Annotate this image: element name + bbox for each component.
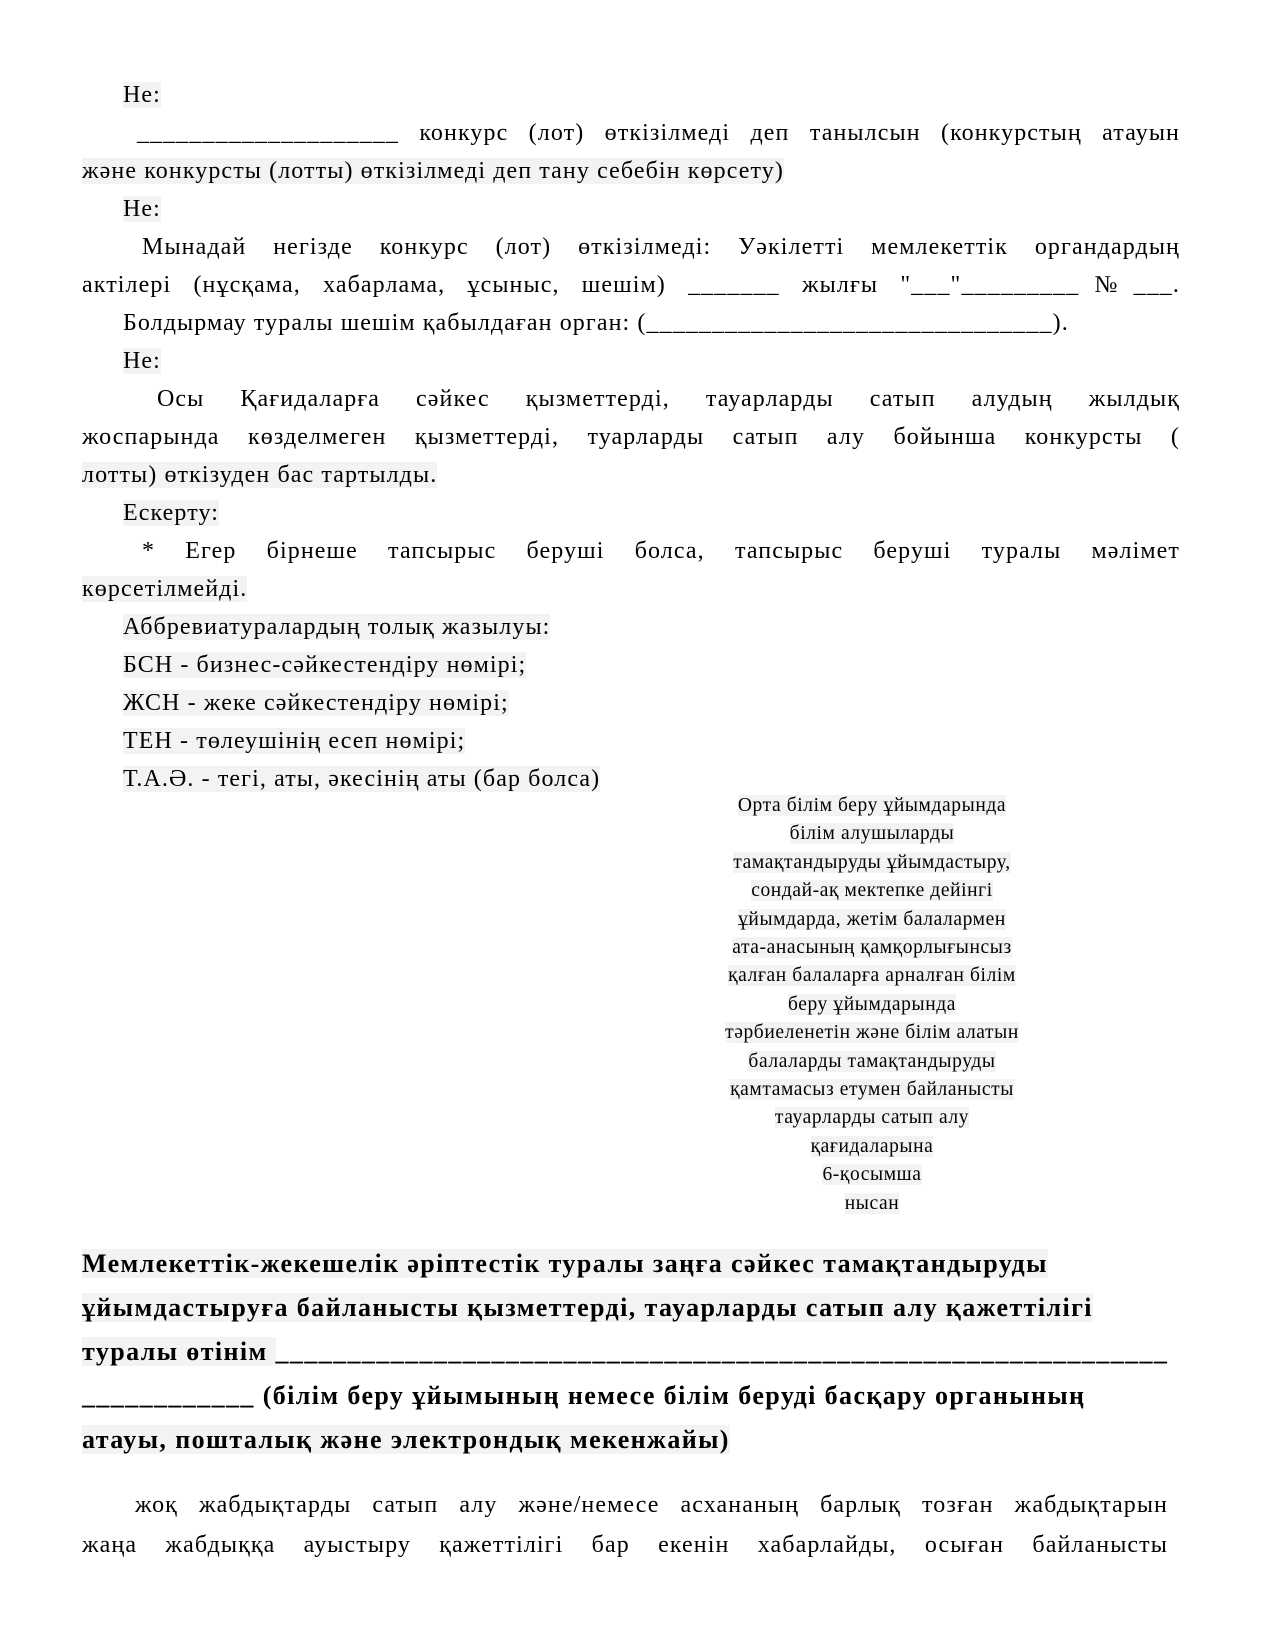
closing-paragraph-block [82,1485,1168,1565]
appendix-line-text: қамтамасыз етумен байланысты [730,1079,1014,1101]
body-line-text: конкурс (лот) өткізілмеді деп танылсын (конкурстың атауын [399,120,1180,146]
appendix-line-text: тауарларды сатып алу [774,1107,970,1129]
appendix-line-number [622,1161,1122,1189]
body-text-block [82,76,1180,798]
appendix-line [622,1076,1122,1104]
heading-line-text: туралы өтінім [82,1337,276,1366]
appendix-line-text: сондай-ақ мектепке дейінгі [751,880,993,902]
body-line-text: Не: [123,82,161,108]
appendix-line-text: нысан [844,1192,900,1214]
appendix-line [622,849,1122,877]
body-line [82,152,1180,190]
appendix-line-text: ұйымдарда, жетім балалармен [738,908,1006,930]
body-line-text: Аббревиатуралардың толық жазылуы: [123,614,551,640]
heading-line-text: (білім беру ұйымының немесе білім беруді басқару органының [254,1381,1086,1410]
body-line [82,494,1180,532]
appendix-line [622,906,1122,934]
heading-line [82,1242,1247,1286]
appendix-line-form [622,1190,1122,1218]
body-line-text: ТЕН - төлеушінің есеп нөмірі; [123,728,466,754]
body-line-with-blank [82,114,1180,152]
body-line-text: актілері (нұсқама, хабарлама, ұсыныс, шешім) _______ жылғы "___"_________№___. [82,272,1180,298]
closing-line [82,1525,1168,1565]
closing-line-text: жоқ жабдықтарды сатып алу және/немесе асхананың барлық тозған жабдықтарын [135,1492,1168,1518]
body-line-text: Мынадай негізде конкурс (лот) өткізілмеді: Уәкілетті мемлекеттік органдардың [142,234,1180,260]
body-line-text: жоспарында көзделмеген қызметтерді, туарларды сатып алу бойынша конкурсты ( [82,424,1180,450]
body-line [82,190,1180,228]
appendix-line-text: балаларды тамақтандыруды [748,1050,996,1072]
document-heading-block [82,1242,1247,1462]
body-line-abbrev-bsn [82,646,1180,684]
body-line-with-blank [82,266,1180,304]
heading-line-with-blank [82,1374,1247,1418]
body-line [82,76,1180,114]
appendix-note-block [622,792,1122,1218]
body-line-text: көрсетілмейді. [82,576,248,602]
appendix-line-text: 6-қосымша [822,1164,922,1186]
body-line-text: ЖСН - жеке сәйкестендіру нөмірі; [123,690,509,716]
body-line [82,380,1180,418]
appendix-line-text: Орта білім беру ұйымдарында [737,795,1007,816]
appendix-line [622,962,1122,990]
body-line-abbrev-zhsn [82,684,1180,722]
appendix-line-text: беру ұйымдарында [787,993,957,1015]
heading-line [82,1418,1247,1462]
body-line-text: лотты) өткізуден бас тартылды. [82,462,438,488]
body-line [82,228,1180,266]
body-line-text: Осы Қағидаларға сәйкес қызметтерді, тауарларды сатып алудың жылдық [157,386,1180,412]
closing-line-text: жаңа жабдыққа ауыстыру қажеттілігі бар екенін хабарлайды, осыған байланысты [82,1532,1168,1558]
appendix-line [622,820,1122,848]
appendix-line-text: тамақтандыруды ұйымдастыру, [733,851,1011,873]
heading-line [82,1286,1247,1330]
body-line-text: Т.А.Ә. - тегі, аты, әкесінің аты (бар болса) [123,766,601,792]
heading-line-text: атауы, пошталық және электрондық мекенжайы) [82,1425,730,1454]
body-line [82,570,1180,608]
body-line [82,342,1180,380]
appendix-line [622,1133,1122,1161]
body-line-abbrev-ten [82,722,1180,760]
appendix-line [622,792,1122,820]
body-line-text: БСН - бизнес-сәйкестендіру нөмірі; [123,652,527,678]
body-line [82,532,1180,570]
closing-line [82,1485,1168,1525]
appendix-line [622,991,1122,1019]
heading-line-text: ұйымдастыруға байланысты қызметтерді, тауарларды сатып алу қажеттілігі [82,1293,1093,1322]
appendix-line [622,1104,1122,1132]
body-line [82,608,1180,646]
blank-field: ______________________________________________________________ [275,1337,1169,1366]
appendix-line [622,877,1122,905]
appendix-line-text: білім алушыларды [789,823,955,845]
appendix-line-text: қағидаларына [810,1135,934,1157]
body-line [82,456,1180,494]
heading-line-text: Мемлекеттік-жекешелік әріптестік туралы заңға сәйкес тамақтандыруды [82,1249,1048,1278]
blank-field: ____________________ [137,120,399,146]
heading-line-with-blank [82,1330,1247,1374]
body-line-text: Болдырмау туралы шешім қабылдаған орган: (_______________________________). [123,310,1069,336]
body-line [82,418,1180,456]
body-line-text: Не: [123,348,161,374]
body-line-text: * Егер бірнеше тапсырыс беруші болса, тапсырыс беруші туралы мәлімет [142,538,1180,564]
appendix-line-text: тәрбиеленетін және білім алатын [725,1022,1019,1044]
body-line-text: Ескерту: [123,500,220,526]
appendix-line [622,934,1122,962]
appendix-line-text: қалған балаларға арналған білім [728,965,1016,987]
body-line-with-blank [82,304,1180,342]
appendix-line [622,1019,1122,1047]
blank-field: ____________ [82,1381,255,1410]
body-line-text: және конкурсты (лотты) өткізілмеді деп тану себебін көрсету) [82,158,784,184]
appendix-line [622,1048,1122,1076]
body-line-text: Не: [123,196,161,222]
appendix-line-text: ата-анасының қамқорлығынсыз [732,937,1012,959]
